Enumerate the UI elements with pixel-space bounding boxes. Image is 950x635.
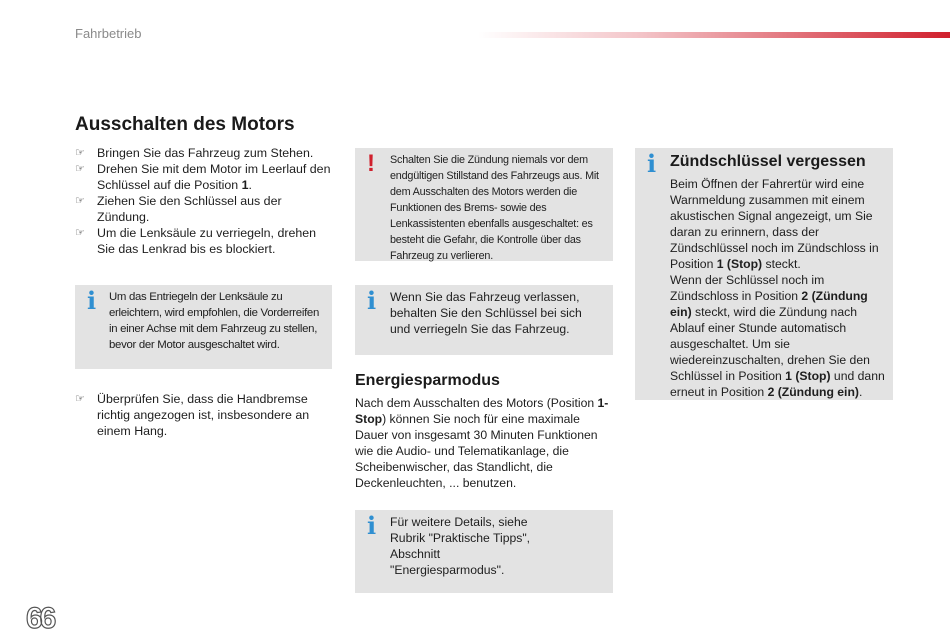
warning-text: Schalten Sie die Zündung niemals vor dem endgültigen Stillstand des Fahrzeugs aus. Mit dem Ausschalten des Motors werden die Funktionen des Brems- sowie des Lenkassistenten ebenfalls ausgeschaltet: es besteht die Gefahr, die Kontrolle über das Fahrzeug zu verlieren. <box>390 154 599 262</box>
p2-bold: 2 (Zündung ein) <box>767 385 859 399</box>
key-forgotten-p1 <box>670 176 885 272</box>
p2-text: steckt, wird die Zündung nach Ablauf einer Stunde automatisch ausgeschaltet. Um sie wiedereinzuschalten, drehen Sie den Schlüssel in Position <box>670 305 870 383</box>
pointing-hand-icon: ☞ <box>75 147 85 159</box>
page-title: Ausschalten des Motors <box>75 114 295 135</box>
energy-heading: Energiesparmodus <box>355 372 500 389</box>
p1-text-end: steckt. <box>762 257 801 271</box>
step-text: Überprüfen Sie, dass die Handbremse richtig angezogen ist, insbesondere an einem Hang. <box>97 392 310 438</box>
pointing-hand-icon: ☞ <box>75 163 85 175</box>
step-bold: 1 <box>241 178 249 192</box>
info-icon: i <box>647 149 657 178</box>
p2-bold: 2 (Zündung ein) <box>670 289 868 319</box>
info-text: Wenn Sie das Fahrzeug verlassen, behalten Sie den Schlüssel bei sich und verriegeln Sie das Fahrzeug. <box>390 290 582 336</box>
info-text: Für weitere Details, siehe Rubrik "Praktische Tipps", Abschnitt "Energiesparmodus". <box>390 515 531 577</box>
list-item <box>75 145 335 161</box>
step-text: Bringen Sie das Fahrzeug zum Stehen. <box>97 146 314 160</box>
info-icon: i <box>367 511 377 540</box>
p2-text: und dann erneut in Position <box>670 369 885 399</box>
list-item <box>75 225 335 257</box>
list-item <box>75 391 325 439</box>
page-number: 66 <box>26 602 54 635</box>
p2-bold: 1 (Stop) <box>785 369 831 383</box>
step-text: Drehen Sie mit dem Motor im Leerlauf den Schlüssel auf die Position <box>97 162 331 192</box>
info-text: Um das Entriegeln der Lenksäule zu erleichtern, wird empfohlen, die Vorderreifen in einer Achse mit dem Fahrzeug zu stellen, bevor der Motor ausgeschaltet wird. <box>109 291 320 351</box>
list-item <box>75 161 335 193</box>
info-box-key-forgotten <box>635 148 893 400</box>
steps-list <box>75 145 335 257</box>
energy-text-end: ) können Sie noch für eine maximale Dauer von insgesamt 30 Minuten Funktionen wie die Audio- und Telematikanlage, die Scheibenwischer, das Standlicht, die Deckenleuchten, ... benutzen. <box>355 412 598 490</box>
header-section-label: Fahrbetrieb <box>75 26 142 41</box>
pointing-hand-icon: ☞ <box>75 393 85 405</box>
warning-icon: ! <box>367 150 375 177</box>
info-box-details <box>355 510 613 593</box>
header-accent-bar <box>478 32 950 38</box>
warning-box <box>355 148 613 261</box>
pointing-hand-icon: ☞ <box>75 195 85 207</box>
step-text: Ziehen Sie den Schlüssel aus der Zündung. <box>97 194 282 224</box>
info-icon: i <box>367 286 377 315</box>
info-box-leave <box>355 285 613 355</box>
energy-paragraph <box>355 395 613 491</box>
steps-list-2 <box>75 391 325 439</box>
step-text: Um die Lenksäule zu verriegeln, drehen Sie das Lenkrad bis es blockiert. <box>97 226 317 256</box>
energy-bold: 1-Stop <box>355 396 609 426</box>
key-forgotten-heading: Zündschlüssel vergessen <box>670 153 866 170</box>
energy-text: Nach dem Ausschalten des Motors (Position <box>355 396 598 410</box>
p2-text: Wenn der Schlüssel noch im Zündschloss in Position <box>670 273 825 303</box>
info-icon: i <box>87 286 97 315</box>
step-text-end: . <box>248 178 252 192</box>
p2-text-end: . <box>858 385 863 399</box>
key-forgotten-p2 <box>670 272 885 400</box>
p1-bold: 1 (Stop) <box>716 257 763 271</box>
pointing-hand-icon: ☞ <box>75 227 85 239</box>
info-box-steering <box>75 285 332 369</box>
p1-text: Beim Öffnen der Fahrertür wird eine Warnmeldung zusammen mit einem akustischen Signal angezeigt, um Sie daran zu erinnern, dass der Zündschlüssel noch im Zündschloss in Position <box>670 177 879 271</box>
list-item <box>75 193 335 225</box>
